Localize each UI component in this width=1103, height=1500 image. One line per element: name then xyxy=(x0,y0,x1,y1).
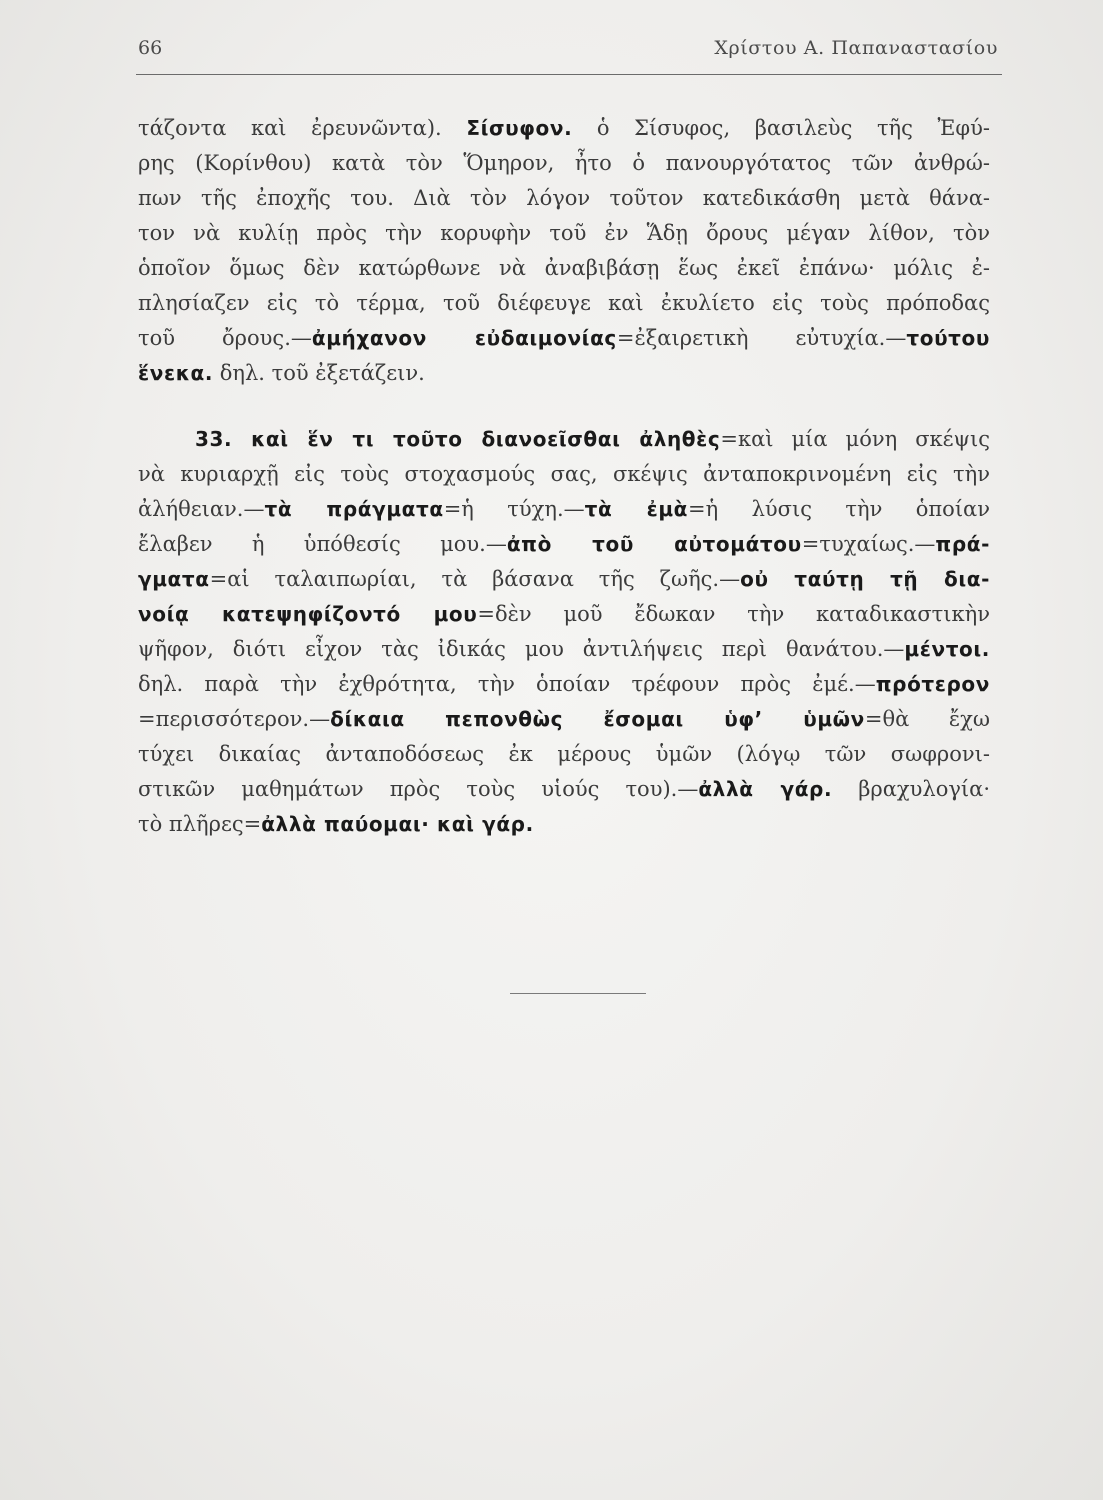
text-line xyxy=(138,492,990,527)
text-segment: τοῦ ὄρους.— xyxy=(138,326,312,350)
paragraph-33 xyxy=(138,422,990,842)
text-segment: τὸ πλῆρες= xyxy=(138,812,262,836)
text-segment: =δὲν μοῦ ἔδωκαν τὴν καταδικαστικὴν xyxy=(477,602,990,626)
bold-term: πρότερον xyxy=(875,672,990,696)
text-segment: πων τῆς ἐποχῆς του. Διὰ τὸν λόγον τοῦτον κατεδικάσθη μετὰ θάνα- xyxy=(138,186,990,210)
bold-term: νοίᾳ κατεψηφίζοντό μου xyxy=(138,602,478,626)
text-segment: ἔλαβεν ἡ ὑπόθεσίς μου.— xyxy=(138,532,507,556)
text-line xyxy=(138,527,990,562)
text-segment: πλησίαζεν εἰς τὸ τέρμα, τοῦ διέφευγε καὶ ἐκυλίετο εἰς τοὺς πρόποδας xyxy=(138,291,990,315)
text-line xyxy=(138,111,990,146)
text-segment: =ἡ τύχη.— xyxy=(443,497,585,521)
bold-term: ἕνεκα. xyxy=(138,361,214,385)
bold-term: τὰ ἐμὰ xyxy=(584,497,689,521)
paragraph-continued xyxy=(138,111,990,391)
text-segment: ἀλήθειαν.— xyxy=(138,497,265,521)
text-line xyxy=(138,597,990,632)
text-segment: τύχει δικαίας ἀνταποδόσεως ἐκ μέρους ὑμῶν (λόγῳ τῶν σωφρονι- xyxy=(138,742,990,766)
text-segment: δηλ. παρὰ τὴν ἐχθρότητα, τὴν ὁποίαν τρέφουν πρὸς ἐμέ.— xyxy=(138,672,876,696)
text-segment: =ἐξαιρετικὴ εὐτυχία.— xyxy=(616,326,907,350)
bold-term: ἀλλὰ γάρ. xyxy=(698,777,833,801)
bold-term: οὐ ταύτῃ τῇ δια- xyxy=(740,567,990,591)
bold-term: 33. καὶ ἕν τι τοῦτο διανοεῖσθαι ἀληθὲς xyxy=(195,427,721,451)
text-line xyxy=(138,251,990,286)
text-segment: βραχυλογία· xyxy=(832,777,990,801)
bold-term: τὰ πράγματα xyxy=(264,497,444,521)
text-line xyxy=(138,286,990,321)
bold-term: γματα xyxy=(138,567,210,591)
page-header xyxy=(138,37,998,65)
text-segment: =τυχαίως.— xyxy=(801,532,936,556)
text-line xyxy=(138,562,990,597)
text-line xyxy=(138,807,990,842)
text-line xyxy=(138,356,990,391)
text-segment: =περισσότερον.— xyxy=(138,707,331,731)
text-line xyxy=(138,422,990,457)
section-divider xyxy=(510,993,646,994)
text-segment: ρης (Κορίνθου) κατὰ τὸν Ὅμηρον, ἦτο ὁ πανουργότατος τῶν ἀνθρώ- xyxy=(138,151,990,175)
text-line xyxy=(138,457,990,492)
text-line xyxy=(138,321,990,356)
bold-term: ἀλλὰ παύομαι· καὶ γάρ. xyxy=(261,812,534,836)
bold-term: ἀπὸ τοῦ αὐτομάτου xyxy=(506,532,802,556)
text-segment: =αἱ ταλαιπωρίαι, τὰ βάσανα τῆς ζωῆς.— xyxy=(209,567,741,591)
text-segment: ὁ Σίσυφος, βασιλεὺς τῆς Ἐφύ- xyxy=(572,116,990,140)
bold-term: ἀμήχανον εὐδαιμονίας xyxy=(311,326,617,350)
running-title: Χρίστου Α. Παπαναστασίου xyxy=(714,37,998,59)
text-segment: ὁποῖον ὅμως δὲν κατώρθωνε νὰ ἀναβιβάσῃ ἕως ἐκεῖ ἐπάνω· μόλις ἐ- xyxy=(138,256,990,280)
text-line xyxy=(138,181,990,216)
bold-term: δίκαια πεπονθὼς ἔσομαι ὑφ’ ὑμῶν xyxy=(330,707,865,731)
text-line xyxy=(138,737,990,772)
header-rule xyxy=(136,74,1002,75)
text-segment: =καὶ μία μόνη σκέψις xyxy=(720,427,990,451)
text-segment: ψῆφον, διότι εἶχον τὰς ἰδικάς μου ἀντιλήψεις περὶ θανάτου.— xyxy=(138,637,905,661)
text-segment: στικῶν μαθημάτων πρὸς τοὺς υἱούς του).— xyxy=(138,777,699,801)
text-segment: νὰ κυριαρχῇ εἰς τοὺς στοχασμούς σας, σκέψις ἀνταποκρινομένη εἰς τὴν xyxy=(138,462,990,486)
text-line xyxy=(138,702,990,737)
text-segment: δηλ. τοῦ ἐξετάζειν. xyxy=(213,361,425,385)
text-segment: =ἡ λύσις τὴν ὁποίαν xyxy=(688,497,990,521)
page-number: 66 xyxy=(138,37,163,59)
text-line xyxy=(138,216,990,251)
bold-term: πρά- xyxy=(935,532,990,556)
bold-term: μέντοι. xyxy=(904,637,990,661)
text-line xyxy=(138,772,990,807)
text-line xyxy=(138,146,990,181)
text-segment: =θὰ ἔχω xyxy=(864,707,991,731)
bold-term: τούτου xyxy=(906,326,990,350)
text-line xyxy=(138,632,990,667)
bold-term: Σίσυφον. xyxy=(466,116,573,140)
text-segment: τον νὰ κυλίῃ πρὸς τὴν κορυφὴν τοῦ ἐν Ἅδῃ ὄρους μέγαν λίθον, τὸν xyxy=(138,221,990,245)
text-segment: τάζοντα καὶ ἐρευνῶντα). xyxy=(138,116,467,140)
text-line xyxy=(138,667,990,702)
